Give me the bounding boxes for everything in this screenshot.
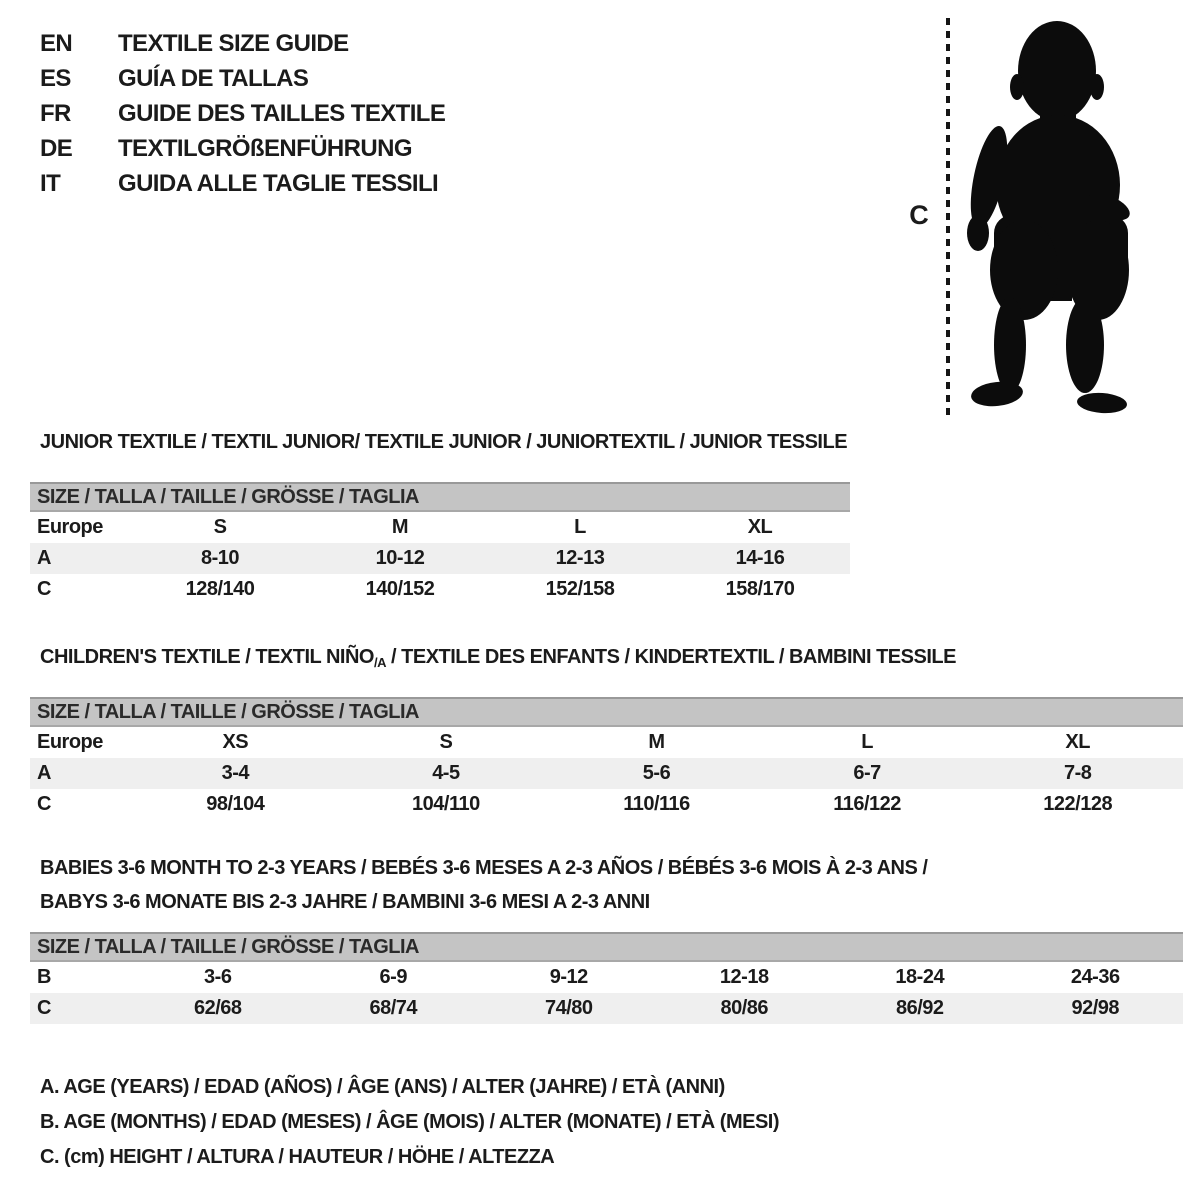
- table-cell: 6-9: [379, 966, 407, 988]
- table-cell: 74/80: [544, 997, 593, 1019]
- size-section-babies: [30, 856, 1183, 1024]
- table-cell: 7-8: [1063, 762, 1092, 784]
- table-row-c: [30, 574, 850, 605]
- height-measure-label: C: [909, 200, 929, 230]
- table-cell: 128/140: [185, 578, 255, 600]
- language-code: EN: [40, 29, 73, 57]
- table-cell: 12-13: [555, 547, 605, 569]
- language-row-es: [40, 61, 445, 96]
- language-row-it: [40, 166, 445, 201]
- table-row-b: [30, 962, 1183, 993]
- section-title: BABYS 3-6 MONATE BIS 2-3 JAHRE / BAMBINI 3-6 MESI A 2-3 ANNI: [40, 891, 650, 913]
- row-label: Europe: [37, 516, 103, 538]
- language-code: IT: [40, 169, 61, 197]
- row-label: A: [37, 762, 51, 784]
- sections: [30, 430, 1183, 1024]
- table-cell: 12-18: [719, 966, 769, 988]
- table-cell: M: [391, 516, 409, 538]
- table-cell: XL: [747, 516, 773, 538]
- table-cell: 5-6: [642, 762, 671, 784]
- row-label: B: [37, 966, 51, 988]
- legend: [40, 1070, 779, 1175]
- table-cell: XL: [1065, 731, 1090, 753]
- table-cell: 110/116: [623, 793, 690, 815]
- size-table-children: [30, 697, 1183, 820]
- guide-title-es: GUÍA DE TALLAS: [118, 64, 309, 92]
- size-section-children: [30, 645, 1183, 820]
- legend-line-b: B. AGE (MONTHS) / EDAD (MESES) / ÂGE (MOIS) / ALTER (MONATE) / ETÀ (MESI): [40, 1111, 780, 1133]
- table-header: SIZE / TALLA / TAILLE / GRÖSSE / TAGLIA: [30, 697, 1183, 727]
- table-cell: 104/110: [412, 793, 480, 815]
- table-cell: 98/104: [206, 793, 265, 815]
- legend-line-a: A. AGE (YEARS) / EDAD (AÑOS) / ÂGE (ANS) / ALTER (JAHRE) / ETÀ (ANNI): [40, 1076, 725, 1098]
- table-cell: 10-12: [375, 547, 425, 569]
- section-title: CHILDREN'S TEXTILE / TEXTIL $NIÑO_{/A}$ / TEXTILE DES ENFANTS / KINDERTEXTIL / BAMBINI TESSILE: [40, 646, 956, 670]
- language-title-list: [40, 26, 445, 201]
- table-row-a: [30, 543, 850, 574]
- language-code: ES: [40, 64, 71, 92]
- table-cell: 80/86: [720, 997, 769, 1019]
- table-cell: 6-7: [853, 762, 881, 784]
- table-row-c: [30, 789, 1183, 820]
- guide-title-fr: GUIDE DES TAILLES TEXTILE: [118, 99, 446, 127]
- table-cell: 4-5: [432, 762, 460, 784]
- table-cell: L: [574, 516, 586, 538]
- table-header: SIZE / TALLA / TAILLE / GRÖSSE / TAGLIA: [30, 932, 1183, 962]
- height-dashed-line: [946, 18, 950, 416]
- row-label: C: [37, 997, 51, 1019]
- table-cell: S: [213, 516, 227, 538]
- table-cell: 14-16: [735, 547, 785, 569]
- table-cell: L: [861, 731, 873, 753]
- table-cell: 3-4: [221, 762, 249, 784]
- table-cell: 9-12: [549, 966, 588, 988]
- table-cell: 8-10: [200, 547, 240, 569]
- table-cell: 3-6: [204, 966, 232, 988]
- row-label: Europe: [37, 731, 103, 753]
- size-table-junior: [30, 482, 850, 605]
- table-cell: 86/92: [895, 997, 944, 1019]
- table-cell: 140/152: [365, 578, 435, 600]
- table-cell: 68/74: [369, 997, 418, 1019]
- table-row-europe: [30, 512, 850, 543]
- table-cell: XS: [222, 731, 249, 753]
- language-code: FR: [40, 99, 71, 127]
- table-cell: 92/98: [1071, 997, 1120, 1019]
- table-row-europe: [30, 727, 1183, 758]
- language-row-en: [40, 26, 445, 61]
- row-label: A: [37, 547, 51, 569]
- table-cell: M: [648, 731, 665, 753]
- table-cell: 18-24: [895, 966, 945, 988]
- guide-title-it: GUIDA ALLE TAGLIE TESSILI: [118, 169, 439, 197]
- table-cell: 158/170: [725, 578, 795, 600]
- legend-line-c: C. (cm) HEIGHT / ALTURA / HAUTEUR / HÖHE / ALTEZZA: [40, 1146, 555, 1168]
- table-cell: 24-36: [1070, 966, 1120, 988]
- table-cell: 62/68: [193, 997, 242, 1019]
- section-title: JUNIOR TEXTILE / TEXTIL JUNIOR/ TEXTILE JUNIOR / JUNIORTEXTIL / JUNIOR TESSILE: [40, 431, 848, 453]
- language-row-de: [40, 131, 445, 166]
- table-cell: S: [439, 731, 453, 753]
- table-row-a: [30, 758, 1183, 789]
- section-title: BABIES 3-6 MONTH TO 2-3 YEARS / BEBÉS 3-6 MESES A 2-3 AÑOS / BÉBÉS 3-6 MOIS À 2-3 ANS /: [40, 857, 928, 879]
- toddler-silhouette-image: [962, 14, 1142, 416]
- guide-title-en: TEXTILE SIZE GUIDE: [118, 29, 349, 57]
- table-header: SIZE / TALLA / TAILLE / GRÖSSE / TAGLIA: [30, 482, 850, 512]
- size-table-babies: [30, 932, 1183, 1024]
- size-section-junior: [30, 430, 1183, 605]
- language-code: DE: [40, 134, 73, 162]
- row-label: C: [37, 578, 51, 600]
- guide-title-de: TEXTILGRÖßENFÜHRUNG: [118, 134, 412, 162]
- table-row-c: [30, 993, 1183, 1024]
- row-label: C: [37, 793, 51, 815]
- table-cell: 122/128: [1043, 793, 1113, 815]
- table-cell: 152/158: [545, 578, 615, 600]
- table-cell: 116/122: [833, 793, 901, 815]
- language-row-fr: [40, 96, 445, 131]
